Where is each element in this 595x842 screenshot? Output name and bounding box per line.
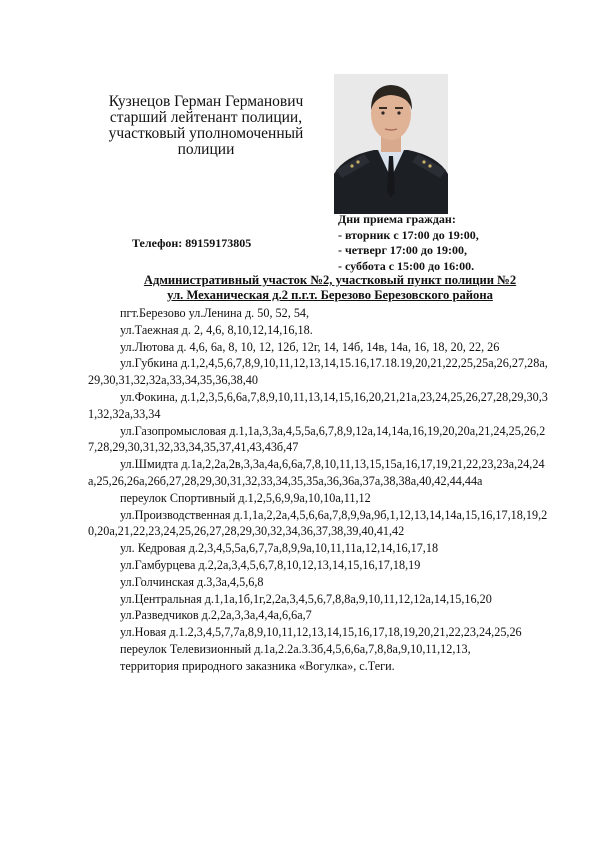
officer-position: старший лейтенант полиции, участковый уполномоченный полиции [108, 109, 304, 158]
reception-line: - суббота с 15:00 до 16:00. [338, 258, 475, 273]
address-item: ул.Шмидта д.1а,2,2а,2в,3,3а,4а,6,6а,7,8,10,11,13,15,15а,16,17,19,21,22,23,23а,24,24а,25,26,26а,26б,27,28,29,30,31,32,33,34,35,35а,36,36а,37а,38,38а,40,42,44,44а [88, 457, 545, 488]
reception-line: - четверг 17:00 до 19:00, [338, 243, 467, 257]
address-item: переулок Телевизионный д.1а,2.2а.3.3б,4,5,6,6а,7,8,8а,9,10,11,12,13, [120, 641, 471, 656]
officer-info [80, 94, 332, 158]
address-item: ул. Кедровая д.2,3,4,5,5а,6,7,7а,8,9,9а,10,11,11а,12,14,16,17,18 [120, 541, 439, 556]
district-address: ул. Механическая д.2 п.г.т. Березово Березовского района [167, 288, 493, 302]
address-item: ул.Голчинская д.3,3а,4,5,6,8 [120, 574, 264, 589]
phone-number: Телефон: 89159173805 [132, 236, 252, 250]
address-item: территория природного заказника «Вогулка», с.Теги. [120, 658, 395, 673]
reception-line: - вторник с 17:00 до 19:00, [338, 227, 479, 242]
address-item: ул.Губкина д.1,2,4,5,6,7,8,9,10,11,12,13,14,15.16,17.18.19,20,21,22,25,25а,26,27,28а,29,30,31,32,32а,33,34,35,36,38,40 [88, 356, 548, 388]
address-item: ул.Центральная д.1,1а,1б,1г,2,2а,3,4,5,6,7,8,8а,9,10,11,12,12а,14,15,16,20 [120, 591, 492, 606]
address-item: ул.Лютова д. 4,6, 6а, 8, 10, 12, 12б, 12г, 14, 14б, 14в, 14а, 16, 18, 20, 22, 26 [120, 339, 500, 354]
address-item: ул.Производственная д.1,1а,2,2а,4,5,6,6а,7,8,9,9а,9б,1,12,13,14,14а,15,16,17,18,19,20,20а,21,22,23,24,25,26,27,28,29,30,32,34,36,37,38,39,40,41,42 [88, 507, 548, 539]
address-list [88, 305, 552, 675]
officer-name: Кузнецов Герман Германович [108, 93, 304, 110]
address-item: ул.Фокина, д.1,2,3,5,6,6а,7,8,9,10,11,13,14,15,16,20,21,21а,23,24,25,26,27,28,29,30,31,32,32а,33,34 [88, 389, 548, 421]
address-item: ул.Новая д.1.2,3,4,5,7,7а,8,9,10,11,12,13,14,15,16,17,18,19,20,21,22,23,24,25,26 [120, 625, 522, 640]
address-item: ул.Газопромысловая д.1,1а,3,3а,4,5,5а,6,7,8,9,12а,14,14а,16,19,20,20а,21,24,25,26,27,28,29,30,31,32,33,34,35,37,41,43,43б,47 [88, 423, 546, 455]
address-item: ул.Таежная д. 2, 4,6, 8,10,12,14,16,18. [120, 322, 313, 337]
reception-hours [338, 212, 479, 274]
address-item: ул.Гамбурцева д.2,2а,3,4,5,6,7,8,10,12,13,14,15,16,17,18,19 [120, 557, 421, 572]
district-heading [120, 273, 540, 303]
district-title: Административный участок №2, участковый пункт полиции №2 [143, 273, 517, 287]
reception-title: Дни приема граждан: [338, 212, 456, 226]
address-item: пгт.Березово ул.Ленина д. 50, 52, 54, [120, 306, 310, 320]
officer-photo [334, 74, 448, 214]
address-item: ул.Разведчиков д.2,2а,3,3а,4,4а,6,6а,7 [120, 608, 312, 623]
address-item: переулок Спортивный д.1,2,5,6,9,9а,10,10а,11,12 [120, 490, 371, 505]
